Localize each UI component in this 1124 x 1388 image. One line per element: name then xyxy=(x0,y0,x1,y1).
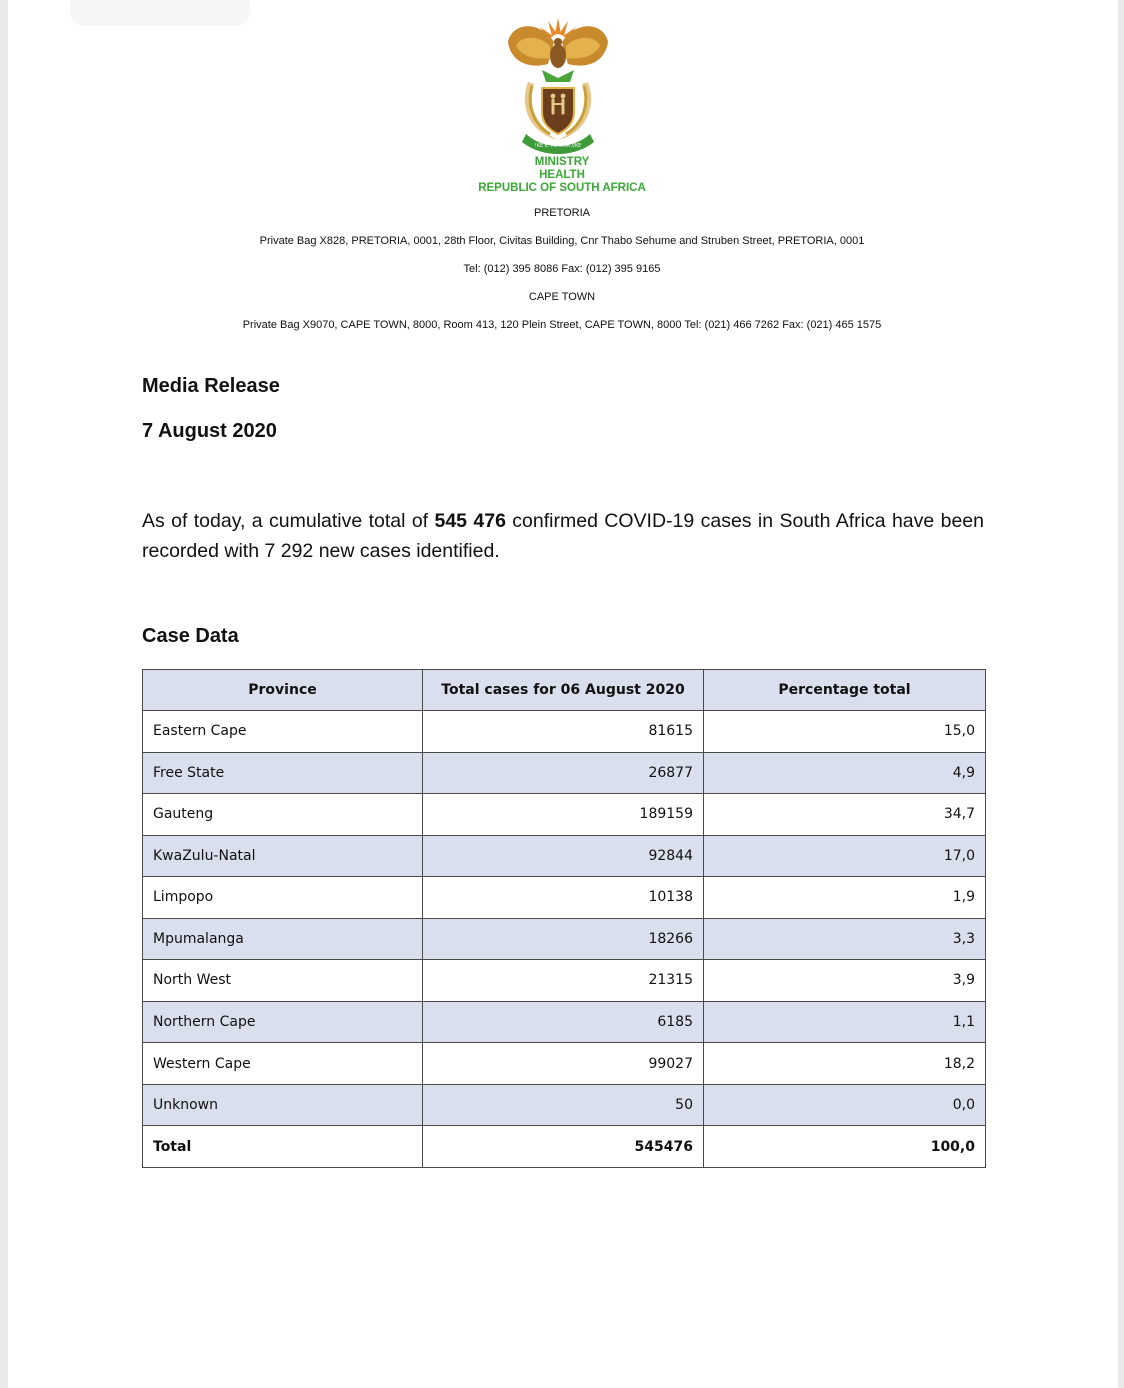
percentage-cell: 1,1 xyxy=(704,1001,986,1043)
svg-text:!KE E: /XARRA //KE: !KE E: /XARRA //KE xyxy=(534,143,582,149)
coat-of-arms-logo xyxy=(504,12,612,154)
scan-smudge xyxy=(70,0,250,26)
percentage-cell: 3,9 xyxy=(704,960,986,1002)
percentage-cell: 1,9 xyxy=(704,877,986,919)
capetown-address: Private Bag X9070, CAPE TOWN, 8000, Room 413, 120 Plein Street, CAPE TOWN, 8000 Tel: (021) 466 7262 Fax: (021) 465 1575 xyxy=(242,319,882,331)
province-cell: Unknown xyxy=(143,1084,423,1126)
case-data-heading: Case Data xyxy=(142,625,239,647)
percentage-cell: 0,0 xyxy=(704,1084,986,1126)
column-header-total-cases: Total cases for 06 August 2020 xyxy=(423,670,704,711)
summary-paragraph xyxy=(142,506,984,566)
province-cell: North West xyxy=(143,960,423,1002)
percentage-cell: 3,3 xyxy=(704,918,986,960)
pretoria-address: Private Bag X828, PRETORIA, 0001, 28th Floor, Civitas Building, Cnr Thabo Sehume and Struben Street, PRETORIA, 0001 xyxy=(259,235,865,247)
summary-text-end: confirmed COVID-19 cases in South Africa have been recorded with 7 292 new cases identified. xyxy=(142,510,984,562)
table-header-row xyxy=(143,670,986,711)
total-percentage-cell: 100,0 xyxy=(704,1126,986,1168)
province-cell: Western Cape xyxy=(143,1043,423,1085)
cumulative-total: 545 476 xyxy=(434,510,506,532)
cases-cell: 99027 xyxy=(423,1043,704,1085)
summary-text-start: As of today, a cumulative total of xyxy=(142,510,435,532)
column-header-province: Province xyxy=(143,670,423,711)
table-row xyxy=(143,711,986,753)
table-row xyxy=(143,1001,986,1043)
health-line: HEALTH xyxy=(539,169,585,181)
table-row xyxy=(143,835,986,877)
percentage-cell: 17,0 xyxy=(704,835,986,877)
capetown-label: CAPE TOWN xyxy=(528,291,596,303)
table-row xyxy=(143,877,986,919)
case-data-table xyxy=(142,669,986,1168)
table-row xyxy=(143,752,986,794)
table-row xyxy=(143,794,986,836)
cases-cell: 189159 xyxy=(423,794,704,836)
cases-cell: 81615 xyxy=(423,711,704,753)
ministry-line: MINISTRY xyxy=(534,156,590,168)
pretoria-contact: Tel: (012) 395 8086 Fax: (012) 395 9165 xyxy=(463,263,661,275)
total-label-cell: Total xyxy=(143,1126,423,1168)
percentage-cell: 15,0 xyxy=(704,711,986,753)
column-header-percentage: Percentage total xyxy=(704,670,986,711)
province-cell: Free State xyxy=(143,752,423,794)
table-row xyxy=(143,960,986,1002)
table-row xyxy=(143,918,986,960)
percentage-cell: 34,7 xyxy=(704,794,986,836)
release-type: Media Release xyxy=(142,375,280,397)
cases-cell: 6185 xyxy=(423,1001,704,1043)
province-cell: Gauteng xyxy=(143,794,423,836)
cases-cell: 50 xyxy=(423,1084,704,1126)
total-cases-cell: 545476 xyxy=(423,1126,704,1168)
table-total-row xyxy=(143,1126,986,1168)
percentage-cell: 4,9 xyxy=(704,752,986,794)
province-cell: KwaZulu-Natal xyxy=(143,835,423,877)
province-cell: Northern Cape xyxy=(143,1001,423,1043)
cases-cell: 18266 xyxy=(423,918,704,960)
republic-line: REPUBLIC OF SOUTH AFRICA xyxy=(478,182,646,194)
province-cell: Limpopo xyxy=(143,877,423,919)
cases-cell: 21315 xyxy=(423,960,704,1002)
cases-cell: 10138 xyxy=(423,877,704,919)
province-cell: Eastern Cape xyxy=(143,711,423,753)
pretoria-label: PRETORIA xyxy=(533,207,591,219)
table-row xyxy=(143,1043,986,1085)
province-cell: Mpumalanga xyxy=(143,918,423,960)
table-row xyxy=(143,1084,986,1126)
percentage-cell: 18,2 xyxy=(704,1043,986,1085)
cases-cell: 92844 xyxy=(423,835,704,877)
release-date: 7 August 2020 xyxy=(142,420,277,442)
cases-cell: 26877 xyxy=(423,752,704,794)
